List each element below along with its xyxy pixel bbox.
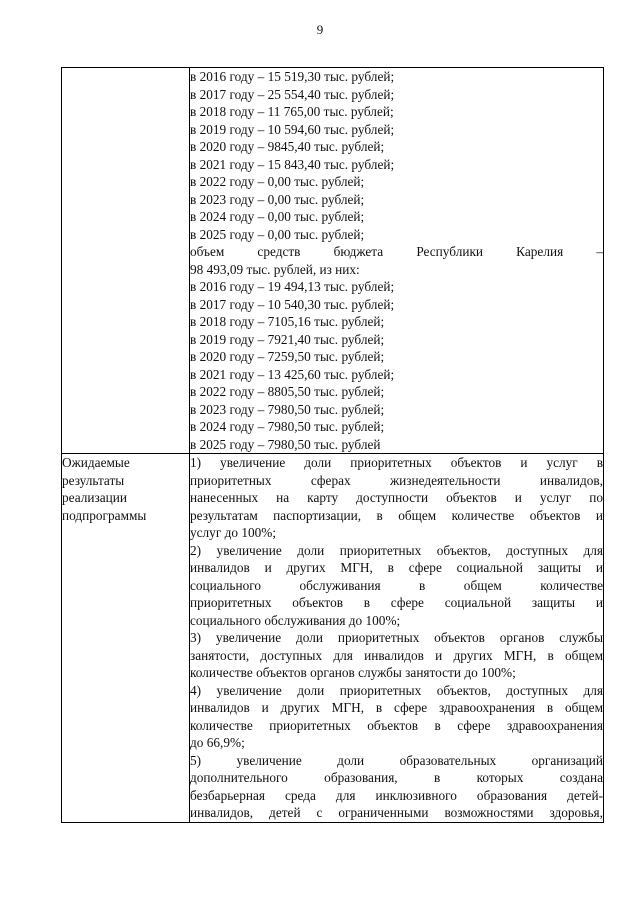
funding-year-line: в 2021 году – 15 843,40 тыс. рублей; (190, 156, 395, 172)
funding-total-list (190, 68, 603, 243)
result-text-line: 5) увеличение доли образовательных организаций (190, 752, 603, 768)
result-text-line: безбарьерная среда для инклюзивного образования детей- (190, 787, 603, 803)
karelia-year-line: в 2018 году – 7105,16 тыс. рублей; (190, 314, 385, 329)
label-line: результаты (62, 472, 125, 488)
karelia-budget-total: 98 493,09 тыс. рублей, из них: (190, 261, 360, 277)
result-text-line: социального обслуживания в общем количестве (190, 577, 603, 593)
result-text-line: результатам паспортизации, в общем количестве объектов и (190, 507, 603, 523)
result-text-line: социального обслуживания до 100%; (190, 612, 401, 628)
result-text-line: приоритетных объектов в сфере социальной защиты и (190, 595, 603, 610)
funding-year-line: в 2017 году – 25 554,40 тыс. рублей; (190, 86, 395, 102)
result-text-line: инвалидов и других МГН, в сфере здравоохранения в общем (190, 700, 603, 715)
label-line: подпрограммы (62, 507, 147, 523)
karelia-year-line: в 2021 году – 13 425,60 тыс. рублей; (190, 366, 395, 382)
expected-results-content-cell (190, 454, 604, 823)
funding-year-line: в 2020 году – 9845,40 тыс. рублей; (190, 139, 385, 154)
karelia-year-line: в 2024 году – 7980,50 тыс. рублей; (190, 419, 385, 434)
result-text-line: услуг до 100%; (190, 525, 277, 540)
result-text-line: количестве приоритетных объектов в сфере здравоохранения (190, 717, 603, 733)
karelia-year-line: в 2023 году – 7980,50 тыс. рублей; (190, 401, 385, 417)
funding-content-cell (190, 68, 604, 454)
karelia-year-line: в 2017 году – 10 540,30 тыс. рублей; (190, 296, 395, 312)
expected-results-row (62, 454, 604, 823)
karelia-budget-intro: объем средств бюджета Республики Карелия – (190, 244, 603, 259)
result-text-line: 3) увеличение доли приоритетных объектов органов службы (190, 630, 603, 645)
funding-year-line: в 2023 году – 0,00 тыс. рублей; (190, 191, 365, 207)
result-text-line: 2) увеличение доли приоритетных объектов, доступных для (190, 542, 603, 558)
result-text-line: инвалидов, детей с ограниченными возможностями здоровья, (190, 805, 603, 820)
label-line: реализации (62, 490, 127, 505)
funding-row (62, 68, 604, 454)
karelia-year-line: в 2022 году – 8805,50 тыс. рублей; (190, 384, 385, 399)
result-text-line: 1) увеличение доли приоритетных объектов и услуг в (190, 455, 603, 470)
funding-year-line: в 2024 году – 0,00 тыс. рублей; (190, 209, 365, 224)
karelia-year-line: в 2020 году – 7259,50 тыс. рублей; (190, 349, 385, 364)
result-text-line: приоритетных сферах жизнедеятельности инвалидов, (190, 472, 603, 488)
karelia-budget-list (190, 278, 603, 453)
karelia-year-line: в 2019 году – 7921,40 тыс. рублей; (190, 331, 385, 347)
result-text-line: инвалидов и других МГН, в сфере социальной защиты и (190, 560, 603, 575)
funding-year-line: в 2016 году – 15 519,30 тыс. рублей; (190, 69, 395, 84)
funding-year-line: в 2019 году – 10 594,60 тыс. рублей; (190, 121, 395, 137)
result-text-line: дополнительного образования, в которых создана (190, 770, 603, 785)
funding-label-cell (62, 68, 190, 454)
result-text-line: количестве объектов органов службы занятости до 100%; (190, 665, 516, 680)
karelia-year-line: в 2016 году – 19 494,13 тыс. рублей; (190, 279, 395, 294)
expected-results-label (62, 454, 189, 524)
result-text-line: нанесенных на карту доступности объектов и услуг по (190, 490, 603, 505)
funding-year-line: в 2018 году – 11 765,00 тыс. рублей; (190, 104, 394, 119)
page-number: 9 (316, 22, 324, 37)
subprogram-passport-table (61, 67, 604, 823)
funding-year-line: в 2022 году – 0,00 тыс. рублей; (190, 174, 365, 189)
expected-results-label-cell (62, 454, 190, 823)
result-text-line: до 66,9%; (190, 735, 245, 750)
expected-results-list (190, 454, 603, 822)
karelia-year-line: в 2025 году – 7980,50 тыс. рублей (190, 436, 381, 452)
funding-year-line: в 2025 году – 0,00 тыс. рублей; (190, 226, 365, 242)
result-text-line: 4) увеличение доли приоритетных объектов, доступных для (190, 682, 603, 698)
result-text-line: занятости, доступных для инвалидов и других МГН, в общем (190, 647, 603, 663)
label-line: Ожидаемые (62, 455, 130, 470)
